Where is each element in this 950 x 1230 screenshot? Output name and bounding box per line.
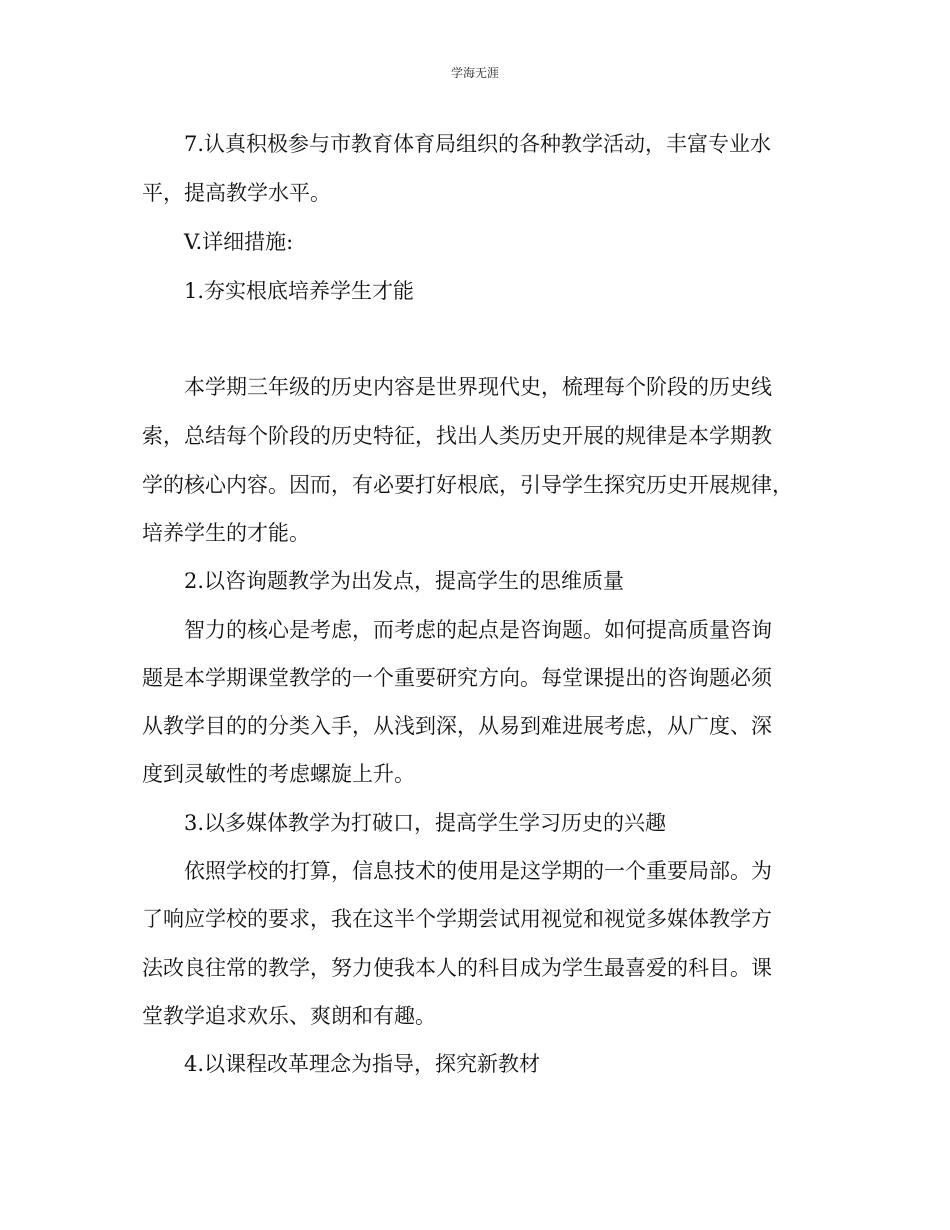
paragraph-line: 题是本学期课堂教学的一个重要研究方向。每堂课提出的咨询题必须 [142,666,772,690]
paragraph-line: 从教学目的的分类入手，从浅到深，从易到难进展考虑，从广度、深 [142,714,772,738]
subsection-heading: 4.以课程改革理念为指导，探究新教材 [184,1052,541,1076]
paragraph-line: 智力的核心是考虑，而考虑的起点是咨询题。如何提高质量咨询 [184,618,772,642]
paragraph-line: 堂教学追求欢乐、爽朗和有趣。 [142,1004,436,1028]
subsection-heading: 2.以咨询题教学为出发点，提高学生的思维质量 [184,569,625,593]
paragraph-line: 度到灵敏性的考虑螺旋上升。 [142,762,415,786]
paragraph-line: 7.认真积极参与市教育体育局组织的各种教学活动，丰富专业水 [184,132,772,156]
paragraph-line: 了响应学校的要求，我在这半个学期尝试用视觉和视觉多媒体教学方 [142,907,772,931]
paragraph-line: 依照学校的打算，信息技术的使用是这学期的一个重要局部。为 [184,859,772,883]
subsection-heading: 3.以多媒体教学为打破口，提高学生学习历史的兴趣 [184,811,667,835]
paragraph-line: 本学期三年级的历史内容是世界现代史，梳理每个阶段的历史线 [184,375,772,399]
section-heading: V.详细措施: [184,230,294,254]
page-header: 学海无涯 [450,66,499,80]
paragraph-line: 法改良往常的教学，努力使我本人的科目成为学生最喜爱的科目。课 [142,956,772,980]
paragraph-line: 平，提高教学水平。 [142,181,331,205]
paragraph-line: 索，总结每个阶段的历史特征，找出人类历史开展的规律是本学期教 [142,424,772,448]
paragraph-line: 培养学生的才能。 [142,521,310,545]
subsection-heading: 1.夯实根底培养学生才能 [184,279,415,303]
paragraph-line: 学的核心内容。因而，有必要打好根底，引导学生探究历史开展规律， [142,473,793,497]
